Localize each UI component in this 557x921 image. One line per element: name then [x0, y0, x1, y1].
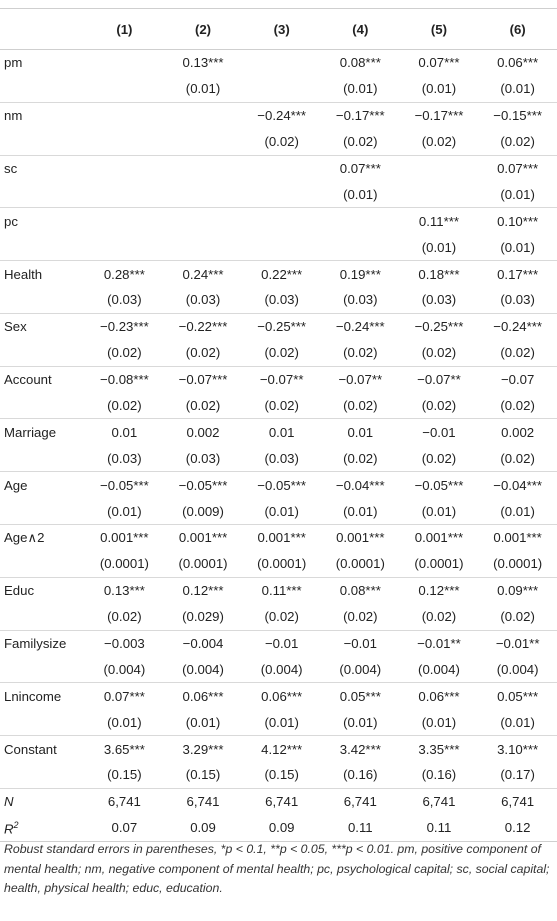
coef-cell: 0.06***	[182, 688, 224, 704]
r2-cell: 0.12	[504, 820, 531, 836]
empty-cell	[0, 76, 85, 102]
coef-cell: 4.12***	[261, 741, 303, 757]
se-cell	[85, 129, 164, 155]
se-cell: (0.02)	[264, 398, 299, 414]
coef-cell: 0.002	[186, 424, 220, 440]
se-cell	[321, 234, 400, 260]
header-cell-3: (3)	[273, 21, 290, 37]
se-cell: (0.02)	[264, 345, 299, 361]
coef-cell: −0.07**	[417, 372, 461, 388]
row-label: nm	[4, 108, 23, 124]
table-row-coef	[0, 683, 557, 709]
coef-cell: 0.28***	[103, 266, 145, 282]
se-cell: (0.15)	[107, 767, 142, 783]
se-cell: (0.03)	[107, 292, 142, 308]
se-cell: (0.0001)	[257, 556, 307, 572]
table-row-coef	[0, 736, 557, 762]
se-cell: (0.004)	[339, 661, 382, 677]
header-row	[0, 9, 557, 50]
table-row-coef	[0, 472, 557, 498]
coef-cell: 0.001***	[336, 530, 385, 546]
coef-cell: −0.003	[104, 636, 145, 652]
coef-cell: 0.06***	[497, 55, 539, 71]
se-cell: (0.03)	[264, 450, 299, 466]
se-cell: (0.01)	[421, 81, 457, 97]
se-cell: (0.01)	[343, 81, 378, 97]
se-cell: (0.02)	[264, 609, 299, 625]
se-cell: (0.02)	[343, 134, 378, 150]
table-row-coef	[0, 577, 557, 603]
regression-table	[0, 8, 557, 842]
row-label: Age∧2	[4, 529, 45, 545]
coef-cell: 0.24***	[182, 266, 224, 282]
n-cell: 6,741	[422, 794, 456, 810]
table-row-se	[0, 445, 557, 471]
coef-cell: 0.10***	[497, 213, 539, 229]
coef-cell: −0.01	[422, 424, 456, 440]
table-row-r2	[0, 815, 557, 841]
coef-cell: 0.08***	[339, 55, 381, 71]
coef-cell: −0.04***	[335, 477, 385, 493]
se-cell: (0.03)	[421, 292, 457, 308]
coef-cell: 0.01	[111, 424, 138, 440]
table-row-se	[0, 129, 557, 155]
se-cell: (0.03)	[264, 292, 299, 308]
coef-cell: −0.01	[343, 636, 377, 652]
table-row-coef	[0, 155, 557, 181]
se-cell: (0.15)	[264, 767, 299, 783]
se-cell: (0.02)	[421, 345, 457, 361]
se-cell	[164, 234, 243, 260]
coef-cell: 0.11***	[418, 213, 459, 229]
coef-cell: 0.17***	[497, 266, 539, 282]
table-body	[0, 50, 557, 842]
coef-cell: 0.13***	[103, 583, 145, 599]
se-cell: (0.03)	[185, 292, 221, 308]
se-cell: (0.004)	[260, 661, 303, 677]
coef-cell: −0.07***	[178, 372, 228, 388]
se-cell: (0.029)	[182, 609, 224, 625]
table-row-coef	[0, 419, 557, 445]
se-cell: (0.02)	[421, 134, 457, 150]
se-cell: (0.02)	[500, 398, 535, 414]
se-cell: (0.01)	[421, 503, 457, 519]
coef-cell: 0.12***	[418, 583, 460, 599]
n-cell: 6,741	[186, 794, 220, 810]
se-cell	[164, 129, 243, 155]
se-cell: (0.0001)	[493, 556, 543, 572]
table-row-coef	[0, 313, 557, 339]
se-cell	[242, 181, 321, 207]
row-label: Familysize	[4, 636, 67, 652]
table-row-coef	[0, 630, 557, 656]
se-cell	[242, 234, 321, 260]
coef-cell: 0.001***	[257, 530, 306, 546]
row-label: Age	[4, 477, 28, 493]
se-cell: (0.02)	[421, 398, 457, 414]
coef-cell: 0.13***	[182, 55, 224, 71]
se-cell: (0.02)	[185, 345, 221, 361]
se-cell: (0.02)	[107, 609, 142, 625]
se-cell	[164, 181, 243, 207]
se-cell: (0.15)	[185, 767, 221, 783]
table-row-se	[0, 234, 557, 260]
coef-cell: −0.07**	[259, 372, 304, 388]
se-cell	[85, 76, 164, 102]
coef-cell: 0.01	[347, 424, 374, 440]
coef-cell: 3.10***	[497, 741, 539, 757]
coef-cell: 0.05***	[339, 688, 381, 704]
table-row-se	[0, 76, 557, 102]
coef-cell: 0.07***	[418, 55, 460, 71]
coef-cell	[85, 50, 164, 76]
se-cell: (0.02)	[500, 450, 535, 466]
se-cell: (0.02)	[264, 134, 299, 150]
table-row-se	[0, 181, 557, 207]
se-cell: (0.02)	[343, 450, 378, 466]
se-cell: (0.01)	[107, 714, 142, 730]
r2-cell: 0.07	[111, 820, 138, 836]
coef-cell: −0.15***	[493, 108, 543, 124]
se-cell: (0.02)	[421, 450, 457, 466]
coef-cell	[321, 208, 400, 234]
coef-cell: −0.17***	[335, 108, 385, 124]
empty-cell	[0, 234, 85, 260]
se-cell: (0.01)	[264, 503, 299, 519]
coef-cell: −0.08***	[100, 372, 149, 388]
se-cell: (0.16)	[343, 767, 378, 783]
r2-cell: 0.09	[190, 820, 216, 836]
coef-cell: −0.24***	[493, 319, 543, 335]
se-cell: (0.01)	[500, 714, 535, 730]
coef-cell: −0.01**	[417, 636, 461, 652]
coef-cell: 3.35***	[418, 741, 460, 757]
se-cell: (0.01)	[185, 81, 221, 97]
se-cell: (0.004)	[182, 661, 224, 677]
r2-label-text: R	[4, 820, 14, 836]
se-cell: (0.02)	[343, 609, 378, 625]
se-cell	[400, 181, 479, 207]
coef-cell: −0.24***	[335, 319, 385, 335]
se-cell: (0.02)	[343, 345, 378, 361]
se-cell: (0.17)	[500, 767, 535, 783]
se-cell: (0.03)	[107, 450, 142, 466]
table-row-coef	[0, 366, 557, 392]
coef-cell: −0.05***	[100, 477, 149, 493]
empty-cell	[0, 709, 85, 735]
header-cell-4: (4)	[352, 21, 369, 37]
coef-cell: −0.04***	[493, 477, 543, 493]
coef-cell: −0.05***	[178, 477, 228, 493]
se-cell: (0.01)	[343, 503, 378, 519]
table-row-se	[0, 656, 557, 682]
header-cell-label	[0, 9, 85, 50]
coef-cell: 0.08***	[339, 583, 381, 599]
coef-cell	[85, 102, 164, 128]
coef-cell: −0.24***	[257, 108, 307, 124]
empty-cell	[0, 551, 85, 577]
coef-cell: 0.001***	[414, 530, 464, 546]
table-row-coef	[0, 261, 557, 287]
se-cell: (0.01)	[421, 714, 457, 730]
se-cell: (0.03)	[343, 292, 378, 308]
n-cell: 6,741	[343, 794, 377, 810]
coef-cell: −0.05***	[257, 477, 307, 493]
se-cell: (0.01)	[500, 186, 535, 202]
row-label: sc	[4, 161, 18, 176]
coef-cell	[85, 208, 164, 234]
table-row-coef	[0, 525, 557, 551]
coef-cell: −0.17***	[414, 108, 464, 124]
table-row-se	[0, 287, 557, 313]
table-row-se	[0, 393, 557, 419]
empty-cell	[0, 340, 85, 366]
se-cell: (0.0001)	[99, 556, 149, 572]
coef-cell: −0.25***	[414, 319, 464, 335]
header-cell-6: (6)	[509, 21, 526, 37]
table-row-se	[0, 498, 557, 524]
se-cell: (0.02)	[107, 345, 142, 361]
coef-cell: 0.06***	[261, 688, 303, 704]
coef-cell	[242, 50, 321, 76]
table-row-se	[0, 340, 557, 366]
coef-cell	[164, 155, 243, 181]
row-label: Educ	[4, 583, 35, 599]
coef-cell: −0.01**	[495, 636, 540, 652]
se-cell: (0.02)	[185, 398, 221, 414]
coef-cell: 0.07***	[339, 161, 381, 176]
coef-cell: 0.002	[501, 424, 535, 440]
table-row-n	[0, 788, 557, 814]
se-cell: (0.03)	[500, 292, 535, 308]
coef-cell: −0.07	[500, 372, 535, 388]
header-cell-2: (2)	[194, 21, 212, 37]
se-cell: (0.004)	[103, 661, 146, 677]
r2-cell: 0.11	[426, 820, 452, 836]
n-cell: 6,741	[265, 794, 299, 810]
se-cell: (0.0001)	[178, 556, 228, 572]
coef-cell: 0.001***	[100, 530, 149, 546]
se-cell: (0.01)	[185, 714, 221, 730]
coef-cell	[242, 155, 321, 181]
se-cell: (0.02)	[107, 398, 142, 414]
empty-cell	[0, 656, 85, 682]
se-cell	[242, 76, 321, 102]
r2-label-sup: 2	[13, 819, 19, 830]
coef-cell: 3.29***	[182, 741, 224, 757]
row-label: Health	[4, 266, 43, 282]
se-cell: (0.16)	[421, 767, 457, 783]
coef-cell: 3.42***	[339, 741, 381, 757]
se-cell: (0.0001)	[335, 556, 385, 572]
table-row-se	[0, 709, 557, 735]
coef-cell: 0.05***	[497, 688, 539, 704]
se-cell: (0.03)	[185, 450, 221, 466]
coef-cell: 0.09***	[497, 583, 539, 599]
row-label: Account	[4, 372, 52, 388]
row-label: Constant	[4, 741, 57, 757]
se-cell: (0.01)	[107, 503, 142, 519]
coef-cell	[164, 208, 243, 234]
r2-label	[0, 815, 85, 841]
coef-cell: −0.07**	[338, 372, 383, 388]
row-label: Sex	[4, 319, 27, 335]
se-cell: (0.004)	[496, 661, 539, 677]
coef-cell	[85, 155, 164, 181]
se-cell: (0.02)	[421, 609, 457, 625]
se-cell: (0.01)	[421, 239, 457, 255]
empty-cell	[0, 604, 85, 630]
coef-cell: −0.23***	[100, 319, 149, 335]
coef-cell: 0.11***	[261, 583, 302, 599]
coef-cell: −0.25***	[257, 319, 307, 335]
empty-cell	[0, 181, 85, 207]
empty-cell	[0, 287, 85, 313]
r2-cell: 0.09	[268, 820, 295, 836]
n-cell: 6,741	[501, 794, 535, 810]
empty-cell	[0, 762, 85, 788]
header-cell-1: (1)	[116, 21, 133, 37]
n-label: N	[4, 794, 14, 810]
se-cell	[85, 181, 164, 207]
table-footnote: Robust standard errors in parentheses, *p < 0.1, **p < 0.05, ***p < 0.01. pm, positive component of mental health; nm, negative component of mental health; pc, psychological capital; sc, social capital; health, physical health; educ, education.	[4, 842, 550, 896]
coef-cell: 0.07***	[497, 161, 539, 176]
coef-cell	[164, 102, 243, 128]
table-row-se	[0, 551, 557, 577]
coef-cell: −0.05***	[414, 477, 464, 493]
coef-cell: −0.01	[264, 636, 299, 652]
table-row-coef	[0, 50, 557, 76]
se-cell: (0.01)	[500, 503, 535, 519]
se-cell	[85, 234, 164, 260]
coef-cell: 0.19***	[339, 266, 381, 282]
coef-cell: 0.001***	[493, 530, 542, 546]
coef-cell	[400, 155, 479, 181]
coef-cell: 0.06***	[418, 688, 460, 704]
table-row-se	[0, 604, 557, 630]
se-cell: (0.004)	[418, 661, 460, 677]
table-row-se	[0, 762, 557, 788]
table-row-coef	[0, 102, 557, 128]
empty-cell	[0, 393, 85, 419]
se-cell: (0.02)	[500, 345, 535, 361]
header-cell-5: (5)	[430, 21, 447, 37]
coef-cell	[242, 208, 321, 234]
se-cell: (0.01)	[500, 239, 535, 255]
se-cell: (0.009)	[182, 503, 224, 519]
coef-cell: 0.12***	[182, 583, 224, 599]
se-cell: (0.02)	[500, 134, 535, 150]
coef-cell: −0.004	[182, 636, 224, 652]
table-row-coef	[0, 208, 557, 234]
se-cell: (0.02)	[343, 398, 378, 414]
coef-cell: −0.22***	[178, 319, 228, 335]
empty-cell	[0, 129, 85, 155]
coef-cell: 0.01	[268, 424, 295, 440]
se-cell: (0.01)	[264, 714, 299, 730]
row-label: pm	[4, 55, 23, 71]
coef-cell: 3.65***	[103, 741, 145, 757]
se-cell: (0.0001)	[414, 556, 464, 572]
coef-cell: 0.18***	[418, 266, 460, 282]
se-cell: (0.01)	[343, 714, 378, 730]
r2-cell: 0.11	[347, 820, 373, 836]
row-label: pc	[4, 213, 18, 229]
empty-cell	[0, 445, 85, 471]
row-label: Lnincome	[4, 688, 62, 704]
n-cell: 6,741	[107, 794, 141, 810]
coef-cell: 0.22***	[261, 266, 303, 282]
coef-cell: 0.07***	[103, 688, 145, 704]
coef-cell: 0.001***	[178, 530, 228, 546]
se-cell: (0.01)	[343, 186, 378, 202]
se-cell: (0.01)	[500, 81, 535, 97]
row-label: Marriage	[4, 424, 57, 440]
se-cell: (0.02)	[500, 609, 535, 625]
empty-cell	[0, 498, 85, 524]
